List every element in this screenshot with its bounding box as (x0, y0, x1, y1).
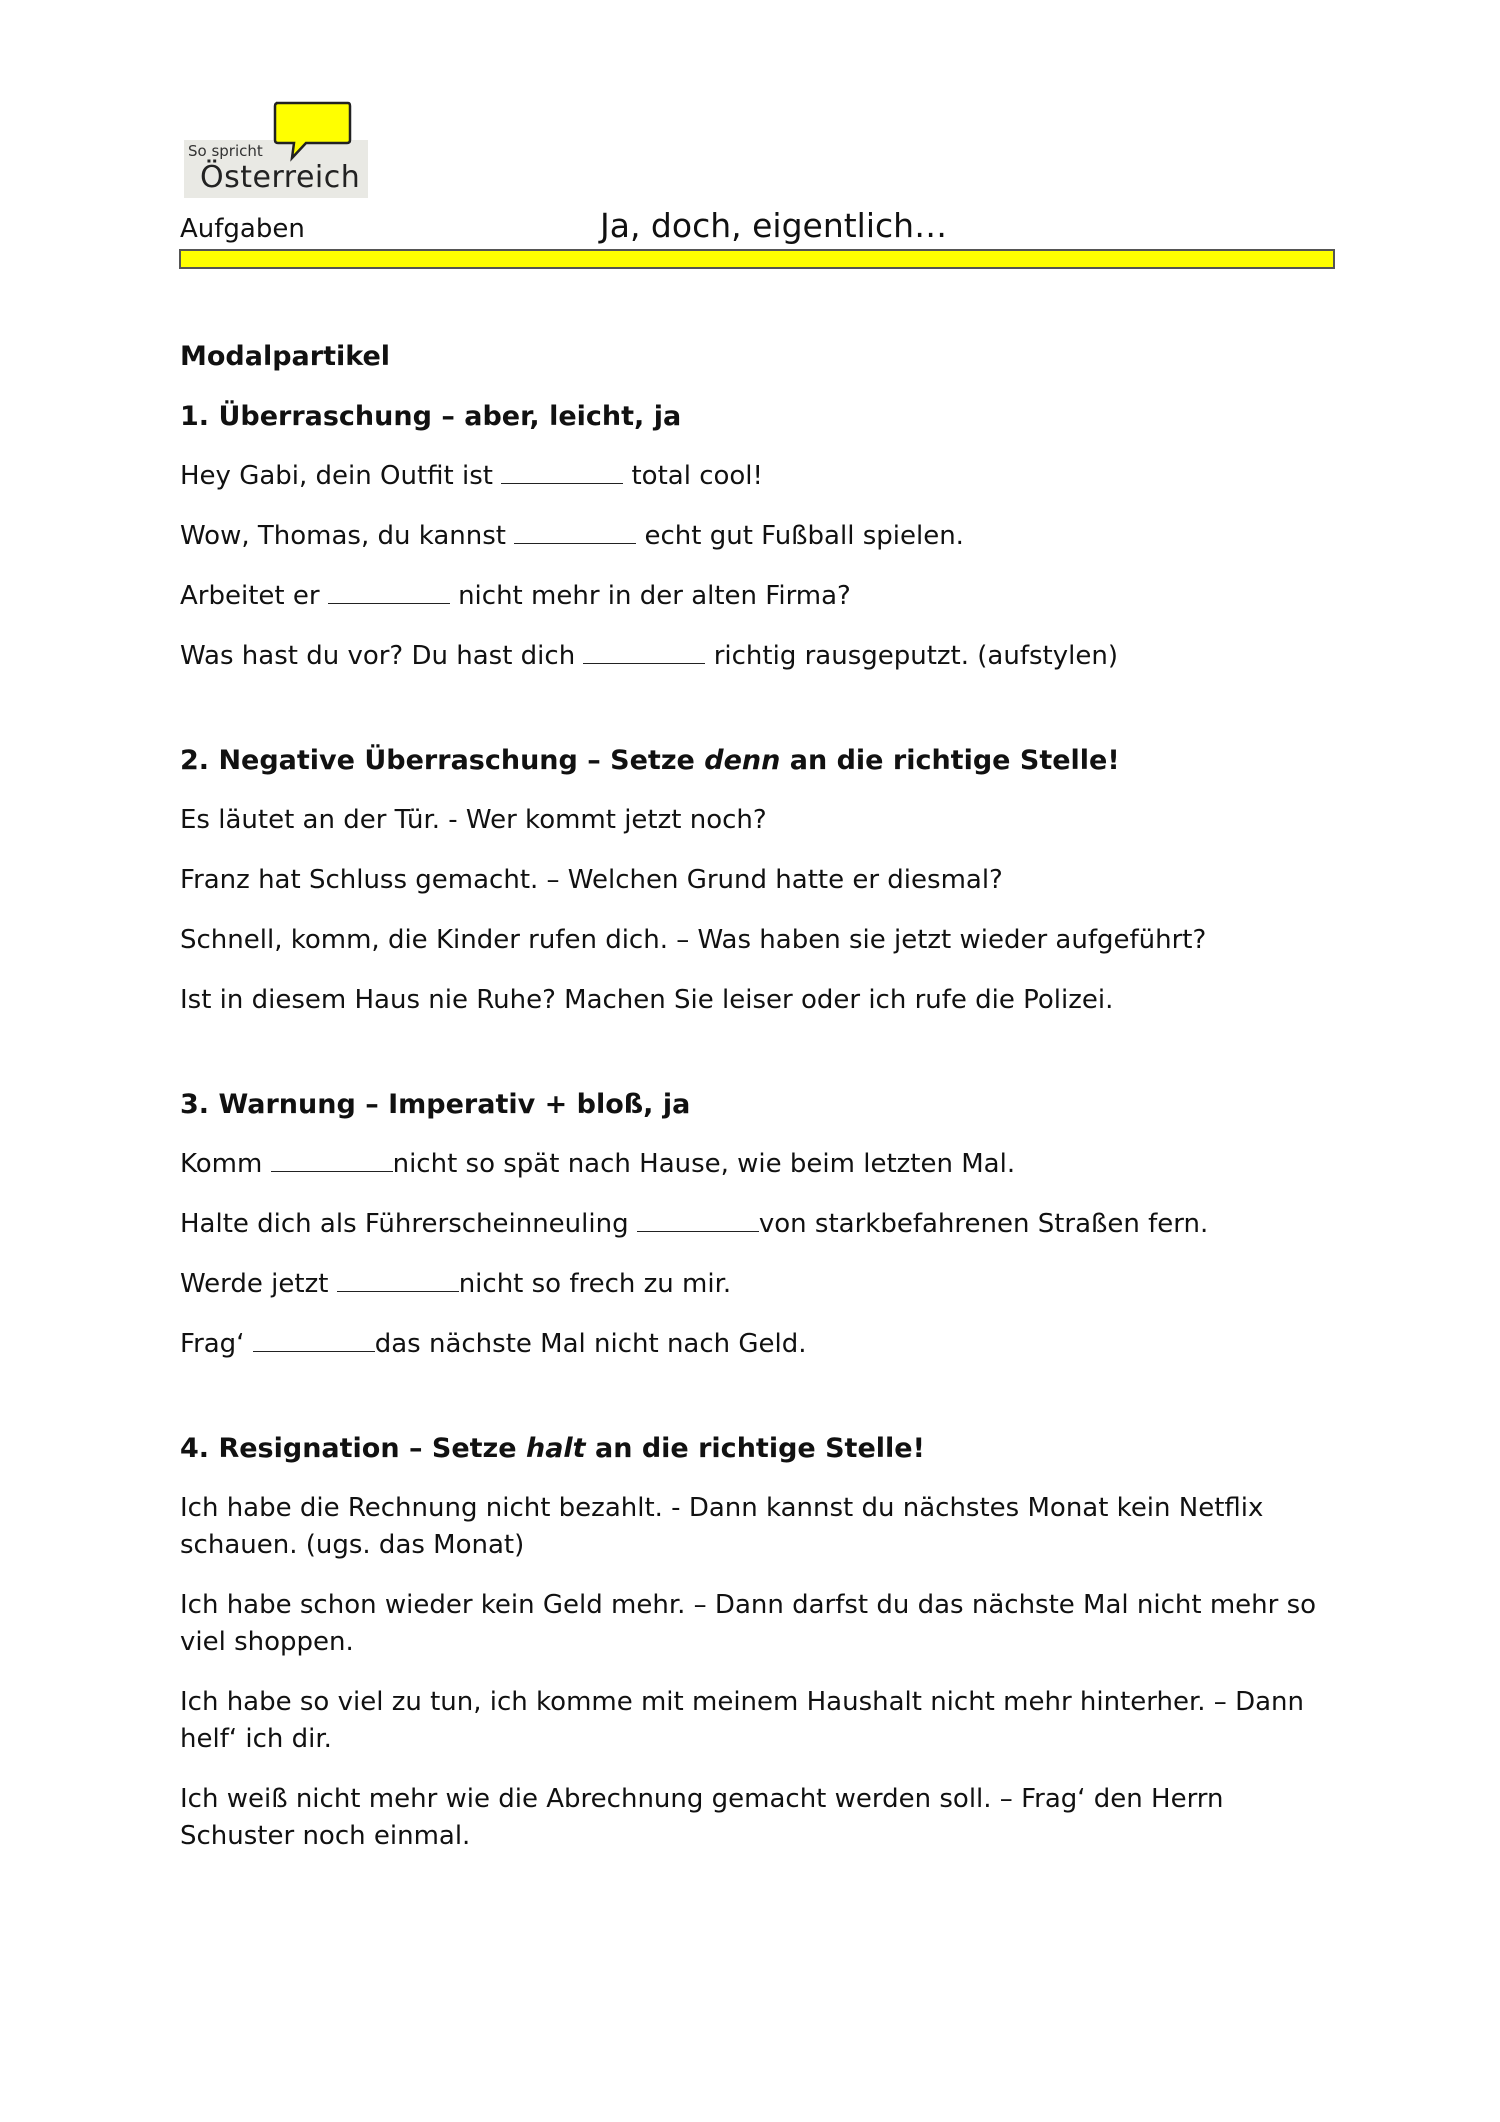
answer-blank (583, 662, 705, 664)
section-title: Modalpartikel (180, 341, 391, 372)
header-bar (179, 249, 1335, 269)
task1-line: Hey Gabi, dein Outfit ist total cool! (180, 461, 763, 491)
task3-line: Werde jetzt nicht so frech zu mir. (180, 1269, 732, 1299)
answer-blank (271, 1170, 393, 1172)
task4-line: Ich weiß nicht mehr wie die Abrechnung gemacht werden soll. – Frag‘ den Herrn Schuster noch einmal. (180, 1784, 1224, 1851)
answer-blank (637, 1230, 759, 1232)
task3-heading: 3. Warnung – Imperativ + bloß, ja (180, 1089, 691, 1120)
task4-heading: 4. Resignation – Setze halt an die richtige Stelle! (180, 1433, 925, 1464)
header-label: Aufgaben (180, 214, 305, 244)
task1-line: Wow, Thomas, du kannst echt gut Fußball spielen. (180, 521, 964, 551)
answer-blank (328, 602, 450, 604)
page-title: Ja, doch, eigentlich… (600, 206, 948, 245)
answer-blank (501, 482, 623, 484)
task4-line: Ich habe schon wieder kein Geld mehr. – Dann darfst du das nächste Mal nicht mehr so viel shoppen. (180, 1590, 1317, 1657)
task2-line: Franz hat Schluss gemacht. – Welchen Grund hatte er diesmal? (180, 865, 1003, 895)
task1-line: Arbeitet er nicht mehr in der alten Firma? (180, 581, 851, 611)
task3-line: Frag‘ das nächste Mal nicht nach Geld. (180, 1329, 807, 1359)
answer-blank (337, 1290, 459, 1292)
worksheet-body (180, 338, 1330, 1878)
answer-blank (253, 1350, 375, 1352)
task4-line: Ich habe so viel zu tun, ich komme mit meinem Haushalt nicht mehr hinterher. – Dann helf‘ ich dir. (180, 1687, 1304, 1754)
answer-blank (514, 542, 636, 544)
task4-line: Ich habe die Rechnung nicht bezahlt. - Dann kannst du nächstes Monat kein Netflix schauen. (ugs. das Monat) (180, 1493, 1264, 1560)
task2-line: Es läutet an der Tür. - Wer kommt jetzt noch? (180, 805, 767, 835)
logo-big-text: Österreich (200, 160, 361, 195)
task2-line: Schnell, komm, die Kinder rufen dich. – Was haben sie jetzt wieder aufgeführt? (180, 925, 1207, 955)
task1-line: Was hast du vor? Du hast dich richtig rausgeputzt. (aufstylen) (180, 641, 1118, 671)
task3-line: Komm nicht so spät nach Hause, wie beim letzten Mal. (180, 1149, 1016, 1179)
task2-heading: 2. Negative Überraschung – Setze denn an die richtige Stelle! (180, 745, 1120, 776)
logo-small-text: So spricht (188, 142, 263, 160)
task3-line: Halte dich als Führerscheinneuling von starkbefahrenen Straßen fern. (180, 1209, 1209, 1239)
task1-heading: 1. Überraschung – aber, leicht, ja (180, 401, 682, 432)
speech-bubble-icon (272, 100, 352, 162)
task2-line: Ist in diesem Haus nie Ruhe? Machen Sie leiser oder ich rufe die Polizei. (180, 985, 1114, 1015)
